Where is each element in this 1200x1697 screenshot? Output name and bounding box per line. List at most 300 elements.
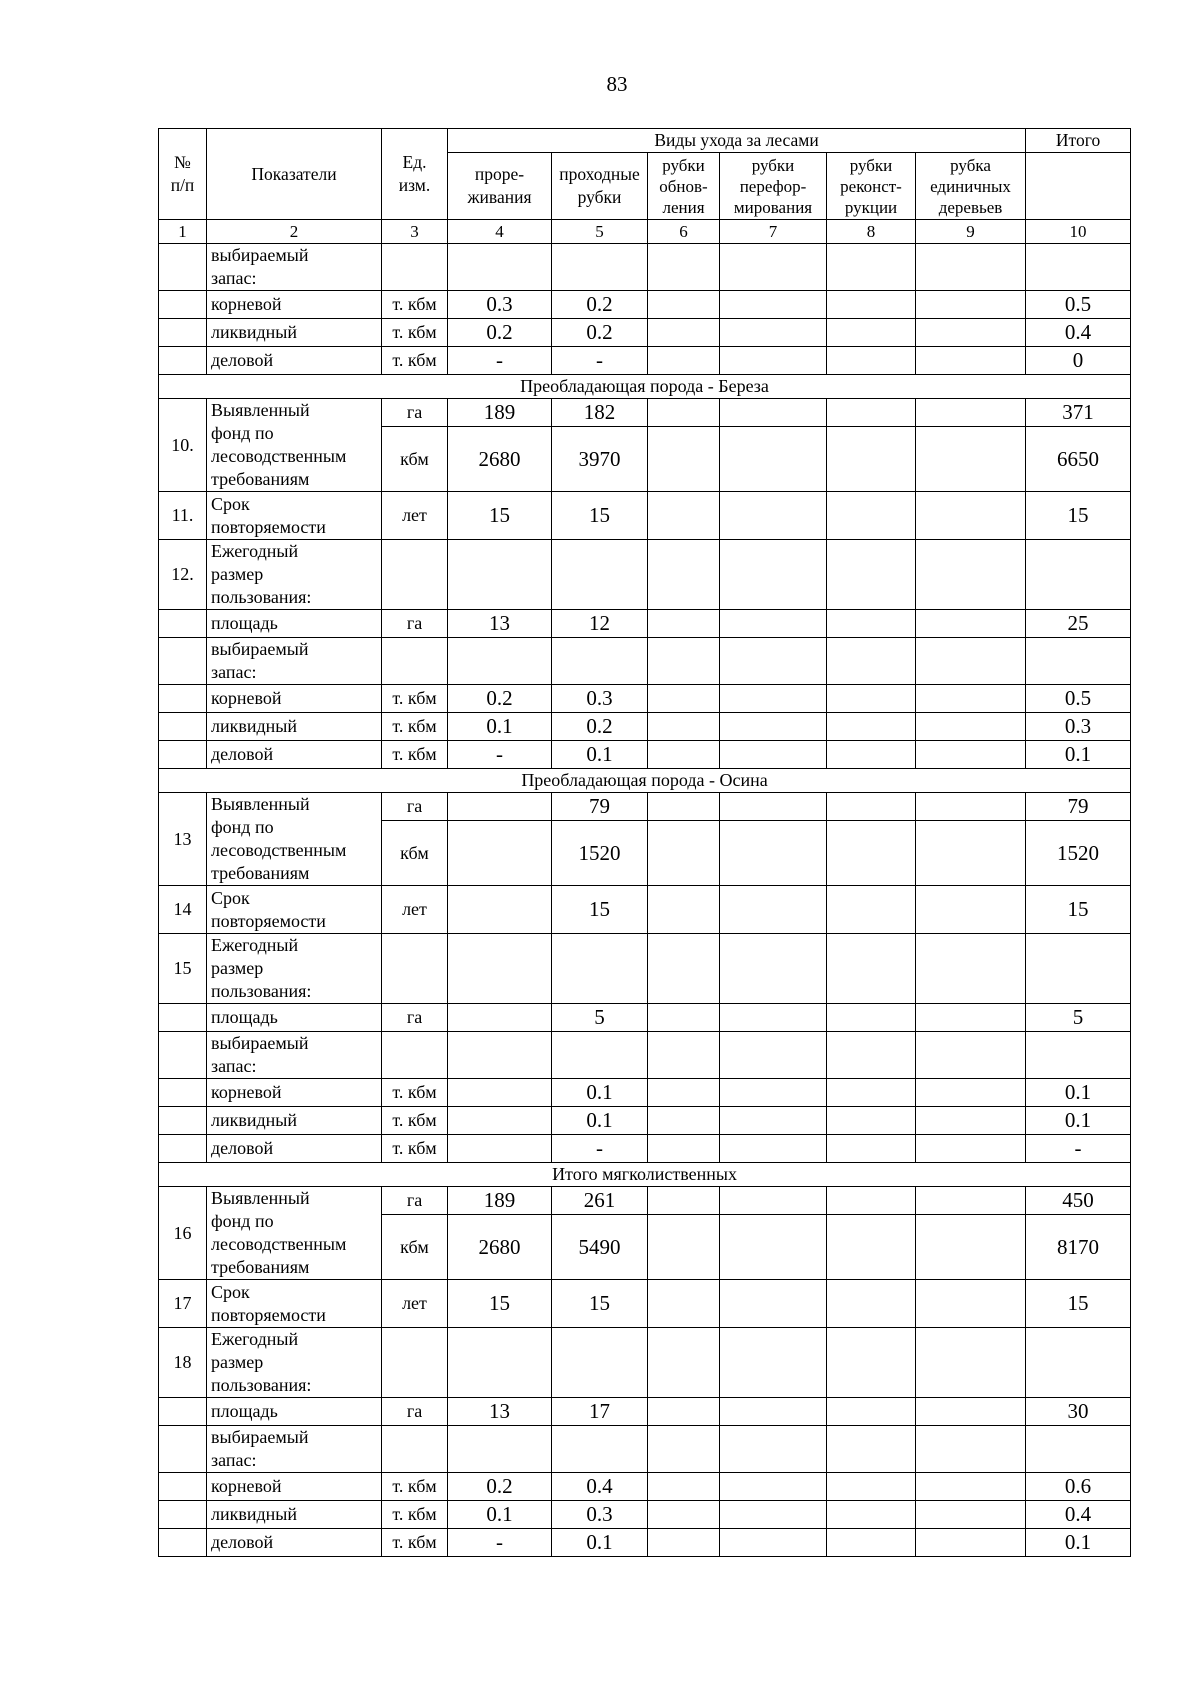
empty-cell xyxy=(827,399,916,427)
empty-cell xyxy=(720,685,827,713)
unit-cell: кбм xyxy=(382,821,448,886)
table-row xyxy=(159,492,1131,540)
empty-cell xyxy=(382,934,448,1004)
empty-cell xyxy=(827,1398,916,1426)
empty-cell xyxy=(827,793,916,821)
colnum: 8 xyxy=(827,220,916,244)
empty-cell xyxy=(648,291,720,319)
indicator-label: деловой xyxy=(207,347,382,375)
empty-cell xyxy=(448,540,552,610)
forest-care-table xyxy=(158,128,1131,1557)
value-passing: 17 xyxy=(552,1398,648,1426)
unit-cell: т. кбм xyxy=(382,713,448,741)
empty-cell xyxy=(648,1473,720,1501)
empty-cell xyxy=(1026,1032,1131,1079)
indicator-label: Срок повторяемости xyxy=(207,492,382,540)
value-passing: 182 xyxy=(552,399,648,427)
row-number-cell xyxy=(159,319,207,347)
value-total: 79 xyxy=(1026,793,1131,821)
table-row xyxy=(159,1135,1131,1163)
empty-cell xyxy=(827,427,916,492)
value-passing: 1520 xyxy=(552,821,648,886)
empty-cell xyxy=(648,638,720,685)
row-number-cell xyxy=(159,1107,207,1135)
empty-cell xyxy=(720,1135,827,1163)
empty-cell xyxy=(720,1107,827,1135)
indicator-label: Ежегодный размер пользования: xyxy=(207,1328,382,1398)
empty-cell xyxy=(827,685,916,713)
row-number-cell xyxy=(159,713,207,741)
header-total: Итого xyxy=(1026,129,1131,153)
table-row xyxy=(159,1280,1131,1328)
empty-cell xyxy=(916,1107,1026,1135)
indicator-label: корневой xyxy=(207,1079,382,1107)
value-passing: 0.1 xyxy=(552,1529,648,1557)
value-passing: 5 xyxy=(552,1004,648,1032)
empty-cell xyxy=(720,1004,827,1032)
value-total: 25 xyxy=(1026,610,1131,638)
table-row xyxy=(159,1473,1131,1501)
value-passing: 0.1 xyxy=(552,741,648,769)
header-care-kinds-group: Виды ухода за лесами xyxy=(448,129,1026,153)
empty-cell xyxy=(1026,638,1131,685)
value-passing: 12 xyxy=(552,610,648,638)
empty-cell xyxy=(648,319,720,347)
empty-cell xyxy=(1026,934,1131,1004)
unit-cell: лет xyxy=(382,886,448,934)
empty-cell xyxy=(448,934,552,1004)
header-kind-passing: проходные рубки xyxy=(552,153,648,220)
empty-cell xyxy=(648,1398,720,1426)
value-passing: 0.2 xyxy=(552,319,648,347)
empty-cell xyxy=(916,244,1026,291)
empty-cell xyxy=(552,638,648,685)
empty-cell xyxy=(720,821,827,886)
value-thinning: 2680 xyxy=(448,427,552,492)
table-row xyxy=(159,291,1131,319)
indicator-label: ликвидный xyxy=(207,713,382,741)
empty-cell xyxy=(827,1328,916,1398)
unit-cell: га xyxy=(382,793,448,821)
table-row xyxy=(159,741,1131,769)
indicator-label: корневой xyxy=(207,291,382,319)
row-number-cell xyxy=(159,741,207,769)
empty-cell xyxy=(827,741,916,769)
empty-cell xyxy=(916,610,1026,638)
empty-cell xyxy=(720,347,827,375)
row-number-cell xyxy=(159,1529,207,1557)
value-passing: 5490 xyxy=(552,1215,648,1280)
value-total: 5 xyxy=(1026,1004,1131,1032)
empty-cell xyxy=(552,934,648,1004)
header-kind-thinning: проре- живания xyxy=(448,153,552,220)
value-total: 0.5 xyxy=(1026,685,1131,713)
indicator-label: выбираемый запас: xyxy=(207,244,382,291)
empty-cell xyxy=(382,638,448,685)
empty-cell xyxy=(827,347,916,375)
unit-cell: т. кбм xyxy=(382,1529,448,1557)
indicator-label: ликвидный xyxy=(207,319,382,347)
value-thinning: 13 xyxy=(448,1398,552,1426)
empty-cell xyxy=(648,793,720,821)
value-thinning: 189 xyxy=(448,399,552,427)
section-header-row xyxy=(159,769,1131,793)
value-total: 8170 xyxy=(1026,1215,1131,1280)
empty-cell xyxy=(916,886,1026,934)
value-thinning xyxy=(448,1079,552,1107)
empty-cell xyxy=(648,1079,720,1107)
empty-cell xyxy=(720,934,827,1004)
row-number-cell xyxy=(159,1135,207,1163)
row-number-cell xyxy=(159,1426,207,1473)
unit-cell: т. кбм xyxy=(382,1107,448,1135)
row-number-cell xyxy=(159,244,207,291)
row-number-cell: 11. xyxy=(159,492,207,540)
value-passing: 3970 xyxy=(552,427,648,492)
indicator-label: выбираемый запас: xyxy=(207,1426,382,1473)
value-total: - xyxy=(1026,1135,1131,1163)
indicator-label: корневой xyxy=(207,1473,382,1501)
value-total: 0.4 xyxy=(1026,1501,1131,1529)
value-passing: 0.3 xyxy=(552,1501,648,1529)
indicator-label: выбираемый запас: xyxy=(207,1032,382,1079)
empty-cell xyxy=(1026,540,1131,610)
empty-cell xyxy=(552,540,648,610)
unit-cell: кбм xyxy=(382,1215,448,1280)
empty-cell xyxy=(827,492,916,540)
empty-cell xyxy=(720,427,827,492)
table-row xyxy=(159,685,1131,713)
empty-cell xyxy=(827,638,916,685)
table-row xyxy=(159,244,1131,291)
section-title: Преобладающая порода - Осина xyxy=(159,769,1131,793)
value-thinning: 15 xyxy=(448,1280,552,1328)
empty-cell xyxy=(916,492,1026,540)
empty-cell xyxy=(648,427,720,492)
value-total: 0 xyxy=(1026,347,1131,375)
empty-cell xyxy=(720,1215,827,1280)
empty-cell xyxy=(720,1187,827,1215)
header-indicators: Показатели xyxy=(207,129,382,220)
value-passing: - xyxy=(552,347,648,375)
table-row xyxy=(159,1187,1131,1215)
indicator-label: Ежегодный размер пользования: xyxy=(207,540,382,610)
table-row xyxy=(159,886,1131,934)
value-thinning: 0.1 xyxy=(448,1501,552,1529)
unit-cell: т. кбм xyxy=(382,1135,448,1163)
empty-cell xyxy=(827,291,916,319)
table-row xyxy=(159,540,1131,610)
empty-cell xyxy=(648,1280,720,1328)
indicator-label: ликвидный xyxy=(207,1501,382,1529)
empty-cell xyxy=(648,685,720,713)
empty-cell xyxy=(448,244,552,291)
empty-cell xyxy=(720,1032,827,1079)
empty-cell xyxy=(720,319,827,347)
indicator-label: Выявленный фонд по лесоводственным требованиям xyxy=(207,793,382,886)
empty-cell xyxy=(720,741,827,769)
value-thinning: 13 xyxy=(448,610,552,638)
row-number-cell: 14 xyxy=(159,886,207,934)
empty-cell xyxy=(720,1328,827,1398)
value-passing: 79 xyxy=(552,793,648,821)
empty-cell xyxy=(552,1032,648,1079)
indicator-label: Выявленный фонд по лесоводственным требованиям xyxy=(207,1187,382,1280)
empty-cell xyxy=(827,1187,916,1215)
empty-cell xyxy=(720,540,827,610)
empty-cell xyxy=(648,934,720,1004)
value-passing: 0.2 xyxy=(552,713,648,741)
indicator-label: деловой xyxy=(207,1135,382,1163)
empty-cell xyxy=(448,1032,552,1079)
empty-cell xyxy=(827,244,916,291)
empty-cell xyxy=(648,1501,720,1529)
empty-cell xyxy=(720,1501,827,1529)
table-row xyxy=(159,1004,1131,1032)
value-thinning xyxy=(448,886,552,934)
row-number-cell xyxy=(159,610,207,638)
empty-cell xyxy=(916,1280,1026,1328)
empty-cell xyxy=(648,1215,720,1280)
value-passing: 15 xyxy=(552,492,648,540)
empty-cell xyxy=(916,427,1026,492)
table-row xyxy=(159,1107,1131,1135)
empty-cell xyxy=(827,1107,916,1135)
row-number-cell: 15 xyxy=(159,934,207,1004)
empty-cell xyxy=(648,1004,720,1032)
empty-cell xyxy=(720,713,827,741)
empty-cell xyxy=(916,1398,1026,1426)
header-kind-reconstruction: рубки реконст- рукции xyxy=(827,153,916,220)
empty-cell xyxy=(916,1328,1026,1398)
unit-cell: га xyxy=(382,399,448,427)
value-total: 1520 xyxy=(1026,821,1131,886)
page-number: 83 xyxy=(606,72,628,96)
empty-cell xyxy=(827,1501,916,1529)
table-row xyxy=(159,319,1131,347)
empty-cell xyxy=(916,934,1026,1004)
row-number-cell xyxy=(159,1004,207,1032)
value-passing: 15 xyxy=(552,886,648,934)
empty-cell xyxy=(916,1079,1026,1107)
empty-cell xyxy=(1026,244,1131,291)
empty-cell xyxy=(720,492,827,540)
empty-cell xyxy=(648,1187,720,1215)
unit-cell: га xyxy=(382,610,448,638)
empty-cell xyxy=(648,399,720,427)
table-row xyxy=(159,347,1131,375)
table-row xyxy=(159,934,1131,1004)
empty-cell xyxy=(648,886,720,934)
row-number-cell: 12. xyxy=(159,540,207,610)
row-number-cell xyxy=(159,1079,207,1107)
value-thinning: 0.3 xyxy=(448,291,552,319)
section-title: Итого мягколиственных xyxy=(159,1163,1131,1187)
unit-cell: т. кбм xyxy=(382,1501,448,1529)
value-total: 450 xyxy=(1026,1187,1131,1215)
colnum: 10 xyxy=(1026,220,1131,244)
table-row xyxy=(159,1501,1131,1529)
value-total: 0.1 xyxy=(1026,1529,1131,1557)
value-passing: - xyxy=(552,1135,648,1163)
empty-cell xyxy=(648,244,720,291)
header-unit: Ед. изм. xyxy=(382,129,448,220)
indicator-label: ликвидный xyxy=(207,1107,382,1135)
header-total-blank xyxy=(1026,153,1131,220)
indicator-label: деловой xyxy=(207,741,382,769)
value-thinning: - xyxy=(448,347,552,375)
empty-cell xyxy=(648,1107,720,1135)
empty-cell xyxy=(916,793,1026,821)
value-thinning: 2680 xyxy=(448,1215,552,1280)
row-number-cell: 17 xyxy=(159,1280,207,1328)
colnum: 3 xyxy=(382,220,448,244)
section-header-row xyxy=(159,375,1131,399)
empty-cell xyxy=(916,1529,1026,1557)
row-number-cell xyxy=(159,347,207,375)
indicator-label: Ежегодный размер пользования: xyxy=(207,934,382,1004)
unit-cell: т. кбм xyxy=(382,291,448,319)
empty-cell xyxy=(916,1187,1026,1215)
empty-cell xyxy=(916,1426,1026,1473)
value-thinning: - xyxy=(448,1529,552,1557)
unit-cell: лет xyxy=(382,1280,448,1328)
unit-cell: т. кбм xyxy=(382,347,448,375)
empty-cell xyxy=(827,1529,916,1557)
value-thinning xyxy=(448,821,552,886)
empty-cell xyxy=(720,610,827,638)
value-total: 0.1 xyxy=(1026,1079,1131,1107)
value-total: 0.1 xyxy=(1026,1107,1131,1135)
header-kind-single-trees: рубка единичных деревьев xyxy=(916,153,1026,220)
empty-cell xyxy=(1026,1426,1131,1473)
row-number-cell: 18 xyxy=(159,1328,207,1398)
empty-cell xyxy=(720,638,827,685)
row-number-cell xyxy=(159,638,207,685)
row-number-cell xyxy=(159,685,207,713)
row-number-cell: 16 xyxy=(159,1187,207,1280)
empty-cell xyxy=(448,1328,552,1398)
empty-cell xyxy=(648,347,720,375)
empty-cell xyxy=(916,1135,1026,1163)
unit-cell: га xyxy=(382,1004,448,1032)
unit-cell: га xyxy=(382,1398,448,1426)
empty-cell xyxy=(827,886,916,934)
empty-cell xyxy=(648,610,720,638)
colnum: 7 xyxy=(720,220,827,244)
empty-cell xyxy=(648,540,720,610)
indicator-label: Срок повторяемости xyxy=(207,1280,382,1328)
empty-cell xyxy=(552,1426,648,1473)
empty-cell xyxy=(827,319,916,347)
unit-cell: га xyxy=(382,1187,448,1215)
empty-cell xyxy=(1026,1328,1131,1398)
value-passing: 0.1 xyxy=(552,1107,648,1135)
empty-cell xyxy=(720,399,827,427)
value-thinning: 0.1 xyxy=(448,713,552,741)
value-total: 0.3 xyxy=(1026,713,1131,741)
empty-cell xyxy=(916,1004,1026,1032)
value-thinning xyxy=(448,1135,552,1163)
row-number-cell xyxy=(159,1398,207,1426)
value-total: 371 xyxy=(1026,399,1131,427)
empty-cell xyxy=(720,1426,827,1473)
unit-cell: кбм xyxy=(382,427,448,492)
table-row xyxy=(159,638,1131,685)
unit-cell: т. кбм xyxy=(382,685,448,713)
empty-cell xyxy=(382,1032,448,1079)
unit-cell: т. кбм xyxy=(382,1079,448,1107)
value-total: 0.4 xyxy=(1026,319,1131,347)
indicator-label: площадь xyxy=(207,1004,382,1032)
empty-cell xyxy=(720,244,827,291)
colnum: 4 xyxy=(448,220,552,244)
value-thinning xyxy=(448,793,552,821)
empty-cell xyxy=(827,1280,916,1328)
indicator-label: площадь xyxy=(207,1398,382,1426)
empty-cell xyxy=(916,399,1026,427)
empty-cell xyxy=(827,540,916,610)
value-passing: 0.3 xyxy=(552,685,648,713)
empty-cell xyxy=(648,1328,720,1398)
empty-cell xyxy=(827,610,916,638)
empty-cell xyxy=(916,1032,1026,1079)
empty-cell xyxy=(648,741,720,769)
value-thinning: 0.2 xyxy=(448,1473,552,1501)
section-header-row xyxy=(159,1163,1131,1187)
value-passing: 0.1 xyxy=(552,1079,648,1107)
empty-cell xyxy=(827,1215,916,1280)
indicator-label: деловой xyxy=(207,1529,382,1557)
empty-cell xyxy=(916,1215,1026,1280)
colnum: 2 xyxy=(207,220,382,244)
header-no: № п/п xyxy=(159,129,207,220)
indicator-label: корневой xyxy=(207,685,382,713)
value-total: 0.1 xyxy=(1026,741,1131,769)
indicator-label: Выявленный фонд по лесоводственным требованиям xyxy=(207,399,382,492)
value-total: 30 xyxy=(1026,1398,1131,1426)
empty-cell xyxy=(827,1032,916,1079)
row-number-cell xyxy=(159,291,207,319)
value-thinning xyxy=(448,1107,552,1135)
empty-cell xyxy=(648,1529,720,1557)
empty-cell xyxy=(720,886,827,934)
empty-cell xyxy=(648,492,720,540)
empty-cell xyxy=(916,1501,1026,1529)
value-total: 6650 xyxy=(1026,427,1131,492)
table-row xyxy=(159,1398,1131,1426)
row-number-cell xyxy=(159,1473,207,1501)
empty-cell xyxy=(648,1032,720,1079)
empty-cell xyxy=(720,1079,827,1107)
empty-cell xyxy=(916,540,1026,610)
table-row xyxy=(159,1032,1131,1079)
colnum: 9 xyxy=(916,220,1026,244)
table-row xyxy=(159,1328,1131,1398)
value-total: 15 xyxy=(1026,1280,1131,1328)
empty-cell xyxy=(648,713,720,741)
empty-cell xyxy=(382,1426,448,1473)
empty-cell xyxy=(552,244,648,291)
indicator-label: выбираемый запас: xyxy=(207,638,382,685)
value-passing: 261 xyxy=(552,1187,648,1215)
empty-cell xyxy=(916,713,1026,741)
empty-cell xyxy=(648,821,720,886)
table-row xyxy=(159,793,1131,821)
table-row xyxy=(159,399,1131,427)
colnum: 6 xyxy=(648,220,720,244)
empty-cell xyxy=(720,1280,827,1328)
